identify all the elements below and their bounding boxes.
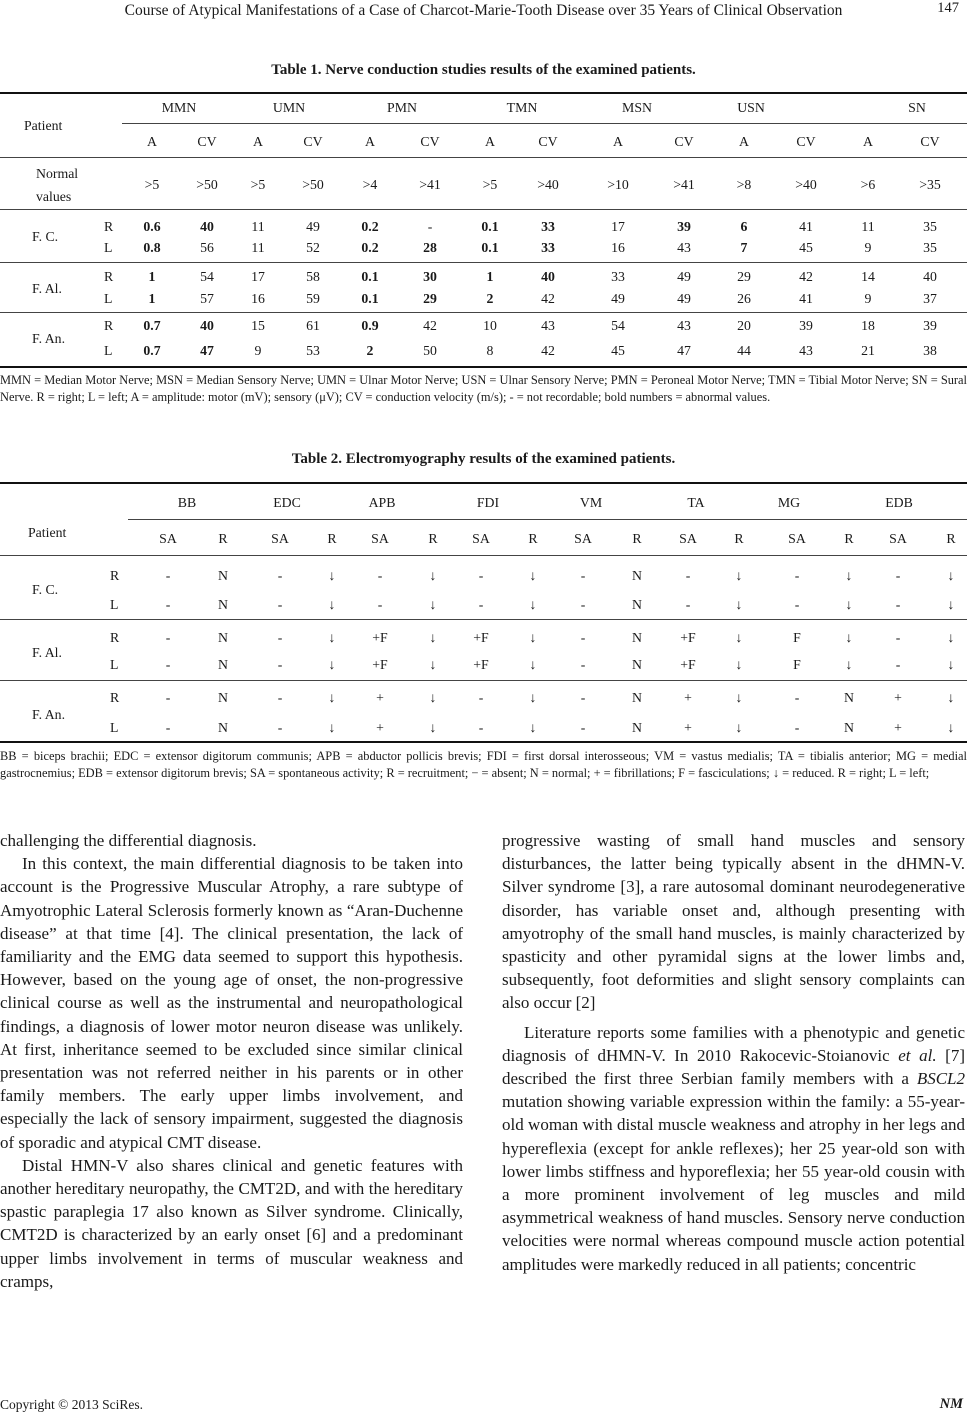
subheader-cell: SA <box>574 531 592 546</box>
table1-caption: Table 1. Nerve conduction studies results of the examined patients. <box>271 62 696 78</box>
table-cell: 39 <box>799 318 813 333</box>
table-cell: 41 <box>799 219 813 234</box>
table-cell: ↓ <box>328 690 336 705</box>
table-cell: ↓ <box>328 657 336 672</box>
table-cell: 43 <box>677 318 691 333</box>
table-cell: 11 <box>251 219 265 234</box>
normal-value-cell: >50 <box>196 177 218 192</box>
table-cell: ↓ <box>529 630 537 645</box>
normal-value-cell: >40 <box>795 177 817 192</box>
patient-name: F. Al. <box>32 281 62 296</box>
table1-bottom-rule <box>0 366 967 368</box>
table-cell: ↓ <box>735 690 743 705</box>
table-cell: ↓ <box>845 568 853 583</box>
table2-bottom-rule <box>0 741 967 743</box>
table-cell: 26 <box>737 291 751 306</box>
table-cell: - <box>895 597 901 612</box>
table-cell: 43 <box>541 318 555 333</box>
table-cell: N <box>218 690 228 705</box>
table-cell: - <box>165 657 171 672</box>
table-cell: 6 <box>740 219 748 234</box>
table-cell: 0.2 <box>361 240 379 255</box>
table-cell: + <box>894 720 902 735</box>
table-cell: 40 <box>200 219 214 234</box>
table-cell: ↓ <box>429 597 437 612</box>
table-cell: 1 <box>148 269 156 284</box>
table-cell: - <box>165 597 171 612</box>
subheader-cell: SA <box>271 531 289 546</box>
muscle-header: APB <box>368 495 396 510</box>
table-cell: 8 <box>486 343 494 358</box>
subheader-cell: R <box>946 531 956 546</box>
muscle-header: EDC <box>273 495 301 510</box>
table-cell: 0.1 <box>481 240 499 255</box>
table-cell: 0.2 <box>361 219 379 234</box>
table-cell: 40 <box>200 318 214 333</box>
table-cell: N <box>218 720 228 735</box>
table-cell: 39 <box>677 219 691 234</box>
side-label: R <box>104 219 114 234</box>
table-cell: 0.1 <box>481 219 499 234</box>
body-left-column <box>0 829 463 1293</box>
gene-name: BSCL2 <box>916 1069 965 1089</box>
table-cell: ↓ <box>429 690 437 705</box>
table-cell: ↓ <box>529 657 537 672</box>
side-label: L <box>110 720 119 735</box>
table-cell: 40 <box>541 269 555 284</box>
table-cell: - <box>277 720 283 735</box>
table-cell: 33 <box>611 269 625 284</box>
table-cell: - <box>377 568 383 583</box>
side-label: R <box>110 568 120 583</box>
table-cell: + <box>376 690 384 705</box>
normal-value-cell: >50 <box>302 177 324 192</box>
table-cell: +F <box>680 657 696 672</box>
table2-footnote: BB = biceps brachii; EDC = extensor digitorum communis; APB = abductor pollicis brevis; FDI = first dorsal interosseous; VM = vastus medialis; TA = tibialis anterior; MG = medial gastrocnemius; EDB = extensor digitorum brevis; SA = spontaneous activity; R = recruitment; − = absent; N = normal; + = fibrillations; F = fasciculations; ↓ = reduced. R = right; L = left; <box>0 749 967 780</box>
table-cell: 9 <box>864 240 872 255</box>
normal-value-cell: >41 <box>419 177 441 192</box>
table-cell: F <box>793 630 801 645</box>
table-cell: 50 <box>423 343 437 358</box>
table1-row-rule <box>0 209 967 210</box>
table2-row-rule <box>0 680 967 681</box>
table-cell: 37 <box>923 291 937 306</box>
table-cell: - <box>277 568 283 583</box>
table-cell: N <box>218 657 228 672</box>
table-cell: 28 <box>423 240 437 255</box>
table-cell: 33 <box>541 219 555 234</box>
subheader-cell: R <box>734 531 744 546</box>
normal-values-label: values <box>36 189 72 204</box>
table-cell: - <box>685 568 691 583</box>
table-cell: ↓ <box>947 568 955 583</box>
table-cell: ↓ <box>735 657 743 672</box>
table-cell: +F <box>473 657 489 672</box>
subheader-cell: CV <box>674 134 694 149</box>
nerve-header: UMN <box>272 100 306 115</box>
side-label: L <box>110 657 119 672</box>
body-paragraph <box>502 1021 965 1276</box>
table-cell: 38 <box>923 343 937 358</box>
table-cell: - <box>478 690 484 705</box>
table-cell: 2 <box>486 291 494 306</box>
table-cell: 49 <box>677 269 691 284</box>
table-cell: 59 <box>306 291 320 306</box>
table-cell: - <box>277 690 283 705</box>
table-cell: N <box>632 630 642 645</box>
table-cell: +F <box>680 630 696 645</box>
table-cell: - <box>478 568 484 583</box>
table-cell: 0.1 <box>361 291 379 306</box>
normal-value-cell: >5 <box>250 177 266 192</box>
table-cell: N <box>844 720 854 735</box>
subheader-cell: SA <box>371 531 389 546</box>
body-paragraph: progressive wasting of small hand muscles and sensory disturbances, the latter being typically absent in the dHMN-V. Silver syndrome [3], a rare autosomal dominant neurodegenerative disorder, has variable onset and, although presenting with amyotrophy of the small hand muscles, is mainly characterized by spasticity and other pyramidal signs at the lower limbs and, subsequently, foot deformities and slight sensory complaints can also occur [2] <box>502 831 965 1013</box>
table-cell: - <box>277 657 283 672</box>
table-cell: - <box>478 597 484 612</box>
subheader-cell: R <box>218 531 228 546</box>
body-text: mutation showing variable expression within the family: a 55-year-old woman with distal muscle weakness and atrophy in her legs and hypereflexia (except for ankle reflexes); her 25 year-old son with lower limbs stiffness and hyporeflexia; her 55 year-old cousin with a more prominent involvement of leg muscles and mild asymmetrical weakness of hand muscles. Sensory nerve conduction velocities were normal whereas compound muscle action potential amplitudes were markedly reduced in all patients; concentric <box>502 1092 965 1274</box>
table-cell: 9 <box>254 343 262 358</box>
table-cell: 61 <box>306 318 320 333</box>
table-cell: +F <box>372 630 388 645</box>
normal-value-cell: >8 <box>736 177 752 192</box>
table-cell: N <box>844 690 854 705</box>
table-cell: N <box>218 630 228 645</box>
muscle-header: FDI <box>476 495 500 510</box>
table-cell: 39 <box>923 318 937 333</box>
patient-name: F. C. <box>32 582 59 597</box>
table-cell: - <box>165 630 171 645</box>
table-cell: ↓ <box>947 690 955 705</box>
body-paragraph: challenging the differential diagnosis. <box>0 831 257 850</box>
normal-values-label: Normal <box>36 166 79 181</box>
normal-value-cell: >5 <box>482 177 498 192</box>
subheader-cell: SA <box>679 531 697 546</box>
table-cell: - <box>165 568 171 583</box>
table-cell: 21 <box>861 343 875 358</box>
table-cell: 2 <box>366 343 374 358</box>
normal-value-cell: >4 <box>362 177 378 192</box>
table-cell: - <box>580 690 586 705</box>
subheader-cell: CV <box>420 134 440 149</box>
table-cell: ↓ <box>429 657 437 672</box>
subheader-cell: R <box>528 531 538 546</box>
table-cell: ↓ <box>735 597 743 612</box>
table-cell: - <box>580 720 586 735</box>
table-cell: 49 <box>306 219 320 234</box>
table-cell: 56 <box>200 240 214 255</box>
table-cell: 49 <box>677 291 691 306</box>
journal-abbrev: NM <box>939 1396 963 1412</box>
patient-name: F. C. <box>32 229 59 244</box>
table-cell: N <box>218 568 228 583</box>
normal-value-cell: >5 <box>144 177 160 192</box>
table-cell: 58 <box>306 269 320 284</box>
table-cell: 49 <box>611 291 625 306</box>
table-cell: - <box>165 720 171 735</box>
table-cell: 0.9 <box>361 318 379 333</box>
side-label: R <box>110 690 120 705</box>
table-cell: 47 <box>677 343 691 358</box>
table-cell: ↓ <box>328 630 336 645</box>
table-cell: 0.7 <box>143 343 161 358</box>
table-cell: + <box>376 720 384 735</box>
table-cell: - <box>478 720 484 735</box>
side-label: L <box>104 291 113 306</box>
table-cell: - <box>277 597 283 612</box>
table-cell: ↓ <box>947 657 955 672</box>
table-cell: N <box>632 568 642 583</box>
subheader-cell: A <box>863 134 873 149</box>
subheader-cell: A <box>739 134 749 149</box>
table-cell: ↓ <box>529 720 537 735</box>
table-cell: - <box>165 690 171 705</box>
table-cell: 54 <box>611 318 625 333</box>
table-cell: 16 <box>611 240 625 255</box>
table-cell: 29 <box>423 291 437 306</box>
table2-header-rule <box>128 519 967 520</box>
table-cell: 7 <box>740 240 748 255</box>
table-cell: ↓ <box>947 720 955 735</box>
normal-value-cell: >35 <box>919 177 941 192</box>
subheader-cell: CV <box>303 134 323 149</box>
muscle-header: BB <box>177 495 197 510</box>
table-cell: 17 <box>251 269 265 284</box>
table-cell: - <box>580 630 586 645</box>
table-cell: 53 <box>306 343 320 358</box>
table1-header-rule <box>122 123 967 124</box>
table2-caption: Table 2. Electromyography results of the examined patients. <box>291 451 676 467</box>
table-cell: ↓ <box>429 630 437 645</box>
body-right-column <box>502 829 965 1276</box>
table-cell: N <box>632 657 642 672</box>
table-cell: 16 <box>251 291 265 306</box>
page-number: 147 <box>937 0 959 16</box>
table-cell: ↓ <box>947 597 955 612</box>
table-cell: ↓ <box>328 597 336 612</box>
table-cell: N <box>218 597 228 612</box>
table-cell: F <box>793 657 801 672</box>
table-cell: ↓ <box>429 568 437 583</box>
patient-name: F. Al. <box>32 645 62 660</box>
side-label: L <box>110 597 119 612</box>
table-cell: - <box>277 630 283 645</box>
table-cell: 57 <box>200 291 214 306</box>
muscle-header: MG <box>777 495 801 510</box>
nerve-header: MMN <box>161 100 197 115</box>
muscle-header: VM <box>579 495 603 510</box>
table-cell: ↓ <box>947 630 955 645</box>
body-paragraph: Distal HMN-V also shares clinical and genetic features with another hereditary neuropathy, the CMT2D, and with the hereditary spastic paraplegia 17 also known as Silver syndrome. Clinically, CMT2D is characterized by an early onset [6] and a predominant upper limbs involvement in terms of muscular weakness and cramps, <box>0 1155 463 1291</box>
subheader-cell: SA <box>788 531 806 546</box>
subheader-cell: R <box>632 531 642 546</box>
table-cell: 17 <box>611 219 625 234</box>
table-cell: ↓ <box>328 720 336 735</box>
table-cell: N <box>632 690 642 705</box>
table1-top-rule <box>0 92 967 94</box>
table-cell: - <box>685 597 691 612</box>
table-cell: +F <box>473 630 489 645</box>
body-text-italic: et al. <box>898 1045 937 1065</box>
table-cell: 15 <box>251 318 265 333</box>
table-cell: 45 <box>799 240 813 255</box>
table-cell: ↓ <box>845 657 853 672</box>
table-cell: - <box>794 690 800 705</box>
table-cell: 1 <box>486 269 494 284</box>
subheader-cell: SA <box>159 531 177 546</box>
table-cell: 10 <box>483 318 497 333</box>
table-cell: ↓ <box>429 720 437 735</box>
body-text: Literature reports some families with a phenotypic and genetic diagnosis of dHMN-V. In 2010 Rakocevic-Stoianovic <box>502 1022 965 1065</box>
subheader-cell: CV <box>538 134 558 149</box>
table1-footnote: MMN = Median Motor Nerve; MSN = Median Sensory Nerve; UMN = Ulnar Motor Nerve; USN = Ulnar Sensory Nerve; PMN = Peroneal Motor Nerve; TMN = Tibial Motor Nerve; SN = Sural Nerve. R = right; L = left; A = amplitude: motor (mV); sensory (μV); CV = conduction velocity (m/s); - = not recordable; bold numbers = abnormal values. <box>0 373 967 404</box>
table-cell: 0.6 <box>143 219 161 234</box>
table-cell: 45 <box>611 343 625 358</box>
muscle-header: EDB <box>885 495 913 510</box>
table-cell: - <box>580 657 586 672</box>
body-paragraph: In this context, the main differential diagnosis to be taken into account is the Progressive Muscular Atrophy, a rare subtype of Amyotrophic Lateral Sclerosis formerly known as “Aran-Duchenne disease” at that time [4]. The clinical presentation, the lack of familiarity and the EMG data seemed to support this hypothesis. However, based on the young age of onset, the non-progressive clinical course as well as the instrumental and neuropathological findings, a diagnosis of lower motor neuron disease was unlikely. At first, inheritance seemed to be excluded since similar clinical presentation was not referred neither in his parents or in other family members. The early upper limbs involvement, and especially the lack of sensory impairment, suggested the diagnosis of sporadic and atypical CMT disease. <box>0 854 463 1152</box>
table2-header-bottom-rule <box>0 555 967 556</box>
table-cell: 42 <box>423 318 437 333</box>
table-cell: +F <box>372 657 388 672</box>
nerve-header: USN <box>737 100 765 115</box>
table-cell: 33 <box>541 240 555 255</box>
table-cell: ↓ <box>529 568 537 583</box>
table-cell: 0.8 <box>143 240 161 255</box>
nerve-header: SN <box>908 100 926 115</box>
running-title: Course of Atypical Manifestations of a Case of Charcot-Marie-Tooth Disease over 35 Years of Clinical Observation <box>124 2 843 19</box>
table-cell: N <box>632 720 642 735</box>
subheader-cell: R <box>327 531 337 546</box>
normal-value-cell: >6 <box>860 177 876 192</box>
table-cell: + <box>684 720 692 735</box>
patient-name: F. An. <box>32 331 66 346</box>
table-cell: ↓ <box>529 597 537 612</box>
nerve-header: PMN <box>387 100 417 115</box>
table-cell: - <box>580 568 586 583</box>
running-head <box>0 2 967 24</box>
table-cell: 43 <box>677 240 691 255</box>
table-cell: - <box>794 720 800 735</box>
subheader-cell: CV <box>796 134 816 149</box>
subheader-cell: A <box>485 134 495 149</box>
table-cell: 42 <box>541 343 555 358</box>
table-cell: 29 <box>737 269 751 284</box>
normal-value-cell: >41 <box>673 177 695 192</box>
table-cell: 44 <box>737 343 751 358</box>
patient-header: Patient <box>24 118 63 133</box>
table-cell: 42 <box>799 269 813 284</box>
table-cell: ↓ <box>845 597 853 612</box>
side-label: L <box>104 343 113 358</box>
table-cell: 35 <box>923 240 937 255</box>
table-cell: 0.1 <box>361 269 379 284</box>
table-cell: 14 <box>861 269 875 284</box>
table-cell: N <box>632 597 642 612</box>
table-cell: 40 <box>923 269 937 284</box>
subheader-cell: A <box>365 134 375 149</box>
subheader-cell: A <box>613 134 623 149</box>
table-cell: + <box>684 690 692 705</box>
muscle-header: TA <box>687 495 705 510</box>
table-cell: ↓ <box>845 630 853 645</box>
table-cell: 41 <box>799 291 813 306</box>
table-cell: + <box>894 690 902 705</box>
table2-top-rule <box>0 482 967 484</box>
subheader-cell: R <box>844 531 854 546</box>
side-label: L <box>104 240 113 255</box>
side-label: R <box>104 269 114 284</box>
table1-row-rule <box>0 312 967 313</box>
table-cell: 30 <box>423 269 437 284</box>
table-cell: - <box>895 630 901 645</box>
table-cell: ↓ <box>529 690 537 705</box>
table-cell: 20 <box>737 318 751 333</box>
table-cell: 0.7 <box>143 318 161 333</box>
side-label: R <box>104 318 114 333</box>
body-text: [7] described the first three Serbian family members with a <box>502 1045 965 1089</box>
table-cell: 1 <box>148 291 156 306</box>
subheader-cell: SA <box>889 531 907 546</box>
table1-header-bottom-rule <box>0 157 967 158</box>
subheader-cell: A <box>147 134 157 149</box>
table-cell: ↓ <box>735 568 743 583</box>
table-cell: 52 <box>306 240 320 255</box>
subheader-cell: CV <box>197 134 217 149</box>
table-cell: - <box>794 597 800 612</box>
patient-header: Patient <box>28 525 67 540</box>
copyright: Copyright © 2013 SciRes. <box>0 1397 144 1412</box>
table-cell: ↓ <box>328 568 336 583</box>
subheader-cell: CV <box>920 134 940 149</box>
side-label: R <box>110 630 120 645</box>
nerve-header: TMN <box>506 100 538 115</box>
table-cell: 11 <box>251 240 265 255</box>
table-cell: 54 <box>200 269 214 284</box>
table1-row-rule <box>0 262 967 263</box>
table-cell: - <box>895 657 901 672</box>
table-cell: 43 <box>799 343 813 358</box>
table-cell: ↓ <box>735 720 743 735</box>
patient-name: F. An. <box>32 707 66 722</box>
subheader-cell: A <box>253 134 263 149</box>
table-cell: ↓ <box>735 630 743 645</box>
normal-value-cell: >10 <box>607 177 629 192</box>
table-cell: 9 <box>864 291 872 306</box>
table-cell: 18 <box>861 318 875 333</box>
subheader-cell: R <box>428 531 438 546</box>
nerve-header: MSN <box>622 100 652 115</box>
table-cell: 11 <box>861 219 875 234</box>
table-cell: - <box>794 568 800 583</box>
table-cell: - <box>377 597 383 612</box>
table2-row-rule <box>0 619 967 620</box>
table-cell: - <box>427 219 433 234</box>
table-cell: - <box>895 568 901 583</box>
table-cell: 42 <box>541 291 555 306</box>
table-cell: - <box>580 597 586 612</box>
normal-value-cell: >40 <box>537 177 559 192</box>
table-cell: 47 <box>200 343 214 358</box>
table-cell: 35 <box>923 219 937 234</box>
subheader-cell: SA <box>472 531 490 546</box>
